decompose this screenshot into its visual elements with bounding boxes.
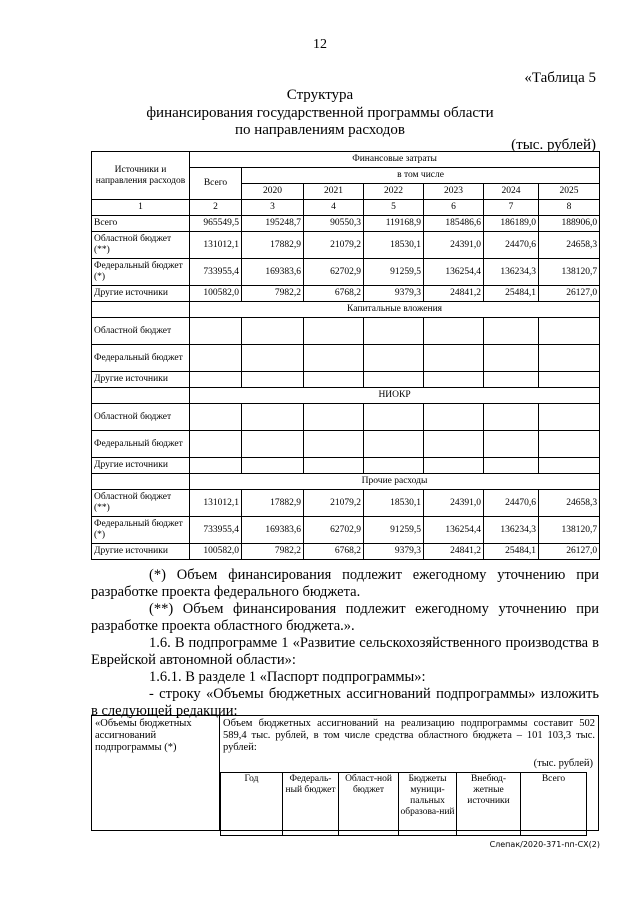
- table-row: [92, 490, 600, 517]
- cell: 24841,2: [424, 286, 484, 302]
- cell: 131012,1: [190, 232, 242, 259]
- col-extrabudget: Внебюд-жетные источники: [457, 773, 521, 836]
- cell: 186189,0: [484, 216, 539, 232]
- header-sources: Источники и направления расходов: [92, 152, 190, 200]
- table-row: [92, 544, 600, 560]
- table-row: [92, 345, 600, 372]
- cell: 25484,1: [484, 544, 539, 560]
- cell: 90550,3: [304, 216, 364, 232]
- row-label: Федеральный бюджет: [92, 431, 190, 458]
- cell: 169383,6: [242, 517, 304, 544]
- cell: 62702,9: [304, 517, 364, 544]
- cell: 7982,2: [242, 286, 304, 302]
- col-number: 4: [304, 200, 364, 216]
- cell: 136234,3: [484, 517, 539, 544]
- title-line-2: финансирования государственной программы области: [146, 105, 494, 121]
- cell: 24470,6: [484, 490, 539, 517]
- col-number: 7: [484, 200, 539, 216]
- row-label: Федеральный бюджет (*): [92, 517, 190, 544]
- cell: 733955,4: [190, 517, 242, 544]
- title-line-1: Структура: [286, 87, 354, 103]
- cell: 62702,9: [304, 259, 364, 286]
- cell: 131012,1: [190, 490, 242, 517]
- header-financial-costs: Финансовые затраты: [190, 152, 600, 168]
- header-year: 2020: [242, 184, 304, 200]
- table-row: [92, 372, 600, 388]
- header-year: 2023: [424, 184, 484, 200]
- col-municipal: Бюджеты муници-пальных образова-ний: [399, 773, 457, 836]
- cell: 91259,5: [364, 259, 424, 286]
- passport-left: «Объемы бюджетных ассигнований подпрограммы (*): [92, 716, 220, 831]
- cell: 195248,7: [242, 216, 304, 232]
- section-other: Прочие расходы: [190, 474, 600, 490]
- table-row: [92, 431, 600, 458]
- cell: 91259,5: [364, 517, 424, 544]
- cell: 7982,2: [242, 544, 304, 560]
- row-label: Федеральный бюджет: [92, 345, 190, 372]
- section-capital: Капитальные вложения: [190, 302, 600, 318]
- cell: 24658,3: [539, 232, 600, 259]
- document-code: Слепак/2020-371-пп-СХ(2): [489, 840, 600, 849]
- cell: 21079,2: [304, 490, 364, 517]
- cell: 9379,3: [364, 286, 424, 302]
- col-year: Год: [221, 773, 283, 836]
- col-number: 5: [364, 200, 424, 216]
- cell: 18530,1: [364, 232, 424, 259]
- cell: 24391,0: [424, 232, 484, 259]
- table-row: [92, 232, 600, 259]
- col-total: Всего: [521, 773, 587, 836]
- header-year: 2021: [304, 184, 364, 200]
- item-row-instruction: - строку «Объемы бюджетных ассигнований подпрограммы» изложить в следующей редакции:: [91, 686, 599, 719]
- table-row: [92, 286, 600, 302]
- page-number: 12: [313, 37, 327, 52]
- units-label: (тыс. рублей): [511, 137, 596, 153]
- note-regional: (**) Объем финансирования подлежит ежегодному уточнению при разработке проекта областного бюджета.».: [91, 601, 599, 634]
- row-label: Всего: [92, 216, 190, 232]
- header-year: 2024: [484, 184, 539, 200]
- row-label: Другие источники: [92, 544, 190, 560]
- cell: 17882,9: [242, 490, 304, 517]
- cell: 24658,3: [539, 490, 600, 517]
- financing-table: [91, 151, 600, 560]
- cell: 138120,7: [539, 517, 600, 544]
- row-label: Другие источники: [92, 286, 190, 302]
- row-label: Областной бюджет (**): [92, 490, 190, 517]
- table-row: [92, 458, 600, 474]
- item-1-6-1: 1.6.1. В разделе 1 «Паспорт подпрограммы»:: [149, 669, 426, 685]
- cell: 26127,0: [539, 286, 600, 302]
- header-year: 2025: [539, 184, 600, 200]
- row-label: Другие источники: [92, 372, 190, 388]
- note-federal: (*) Объем финансирования подлежит ежегодному уточнению при разработке проекта федерального бюджета.: [91, 567, 599, 600]
- row-label: Областной бюджет: [92, 404, 190, 431]
- col-regional: Област-ной бюджет: [339, 773, 399, 836]
- passport-table: [91, 715, 599, 831]
- passport-text: Объем бюджетных ассигнований на реализацию подпрограммы составит 502 589,4 тыс. рублей, в том числе средства областного бюджета – 101 103,3 тыс. рублей:: [223, 718, 595, 753]
- cell: 21079,2: [304, 232, 364, 259]
- section-rnd: НИОКР: [190, 388, 600, 404]
- table-row: [92, 259, 600, 286]
- table-row: [92, 404, 600, 431]
- cell: 9379,3: [364, 544, 424, 560]
- title-line-3: по направлениям расходов: [234, 122, 405, 138]
- cell: 100582,0: [190, 544, 242, 560]
- table-label: «Таблица 5: [524, 70, 596, 86]
- passport-columns: [220, 772, 587, 836]
- col-number: 8: [539, 200, 600, 216]
- col-number: 6: [424, 200, 484, 216]
- cell: 136254,4: [424, 517, 484, 544]
- col-number: 2: [190, 200, 242, 216]
- cell: 24470,6: [484, 232, 539, 259]
- col-federal: Федераль-ный бюджет: [283, 773, 339, 836]
- cell: 119168,9: [364, 216, 424, 232]
- table-row: [92, 517, 600, 544]
- cell: 6768,2: [304, 544, 364, 560]
- col-number: 1: [92, 200, 190, 216]
- item-1-6: 1.6. В подпрограмме 1 «Развитие сельскохозяйственного производства в Еврейской автономной области»:: [91, 635, 599, 668]
- cell: 25484,1: [484, 286, 539, 302]
- row-label: Другие источники: [92, 458, 190, 474]
- cell: 24391,0: [424, 490, 484, 517]
- header-including: в том числе: [242, 168, 600, 184]
- cell: 188906,0: [539, 216, 600, 232]
- row-label: Областной бюджет: [92, 318, 190, 345]
- cell: 169383,6: [242, 259, 304, 286]
- row-label: Федеральный бюджет (*): [92, 259, 190, 286]
- cell: 18530,1: [364, 490, 424, 517]
- cell: 185486,6: [424, 216, 484, 232]
- cell: 136254,4: [424, 259, 484, 286]
- header-total: Всего: [190, 168, 242, 200]
- cell: 733955,4: [190, 259, 242, 286]
- table-row: [92, 318, 600, 345]
- cell: 26127,0: [539, 544, 600, 560]
- header-year: 2022: [364, 184, 424, 200]
- cell: 100582,0: [190, 286, 242, 302]
- cell: 24841,2: [424, 544, 484, 560]
- col-number: 3: [242, 200, 304, 216]
- cell: 17882,9: [242, 232, 304, 259]
- cell: 136234,3: [484, 259, 539, 286]
- cell: 965549,5: [190, 216, 242, 232]
- cell: 138120,7: [539, 259, 600, 286]
- table-row: [92, 216, 600, 232]
- row-label: Областной бюджет (**): [92, 232, 190, 259]
- cell: 6768,2: [304, 286, 364, 302]
- passport-units: (тыс. рублей): [533, 758, 593, 769]
